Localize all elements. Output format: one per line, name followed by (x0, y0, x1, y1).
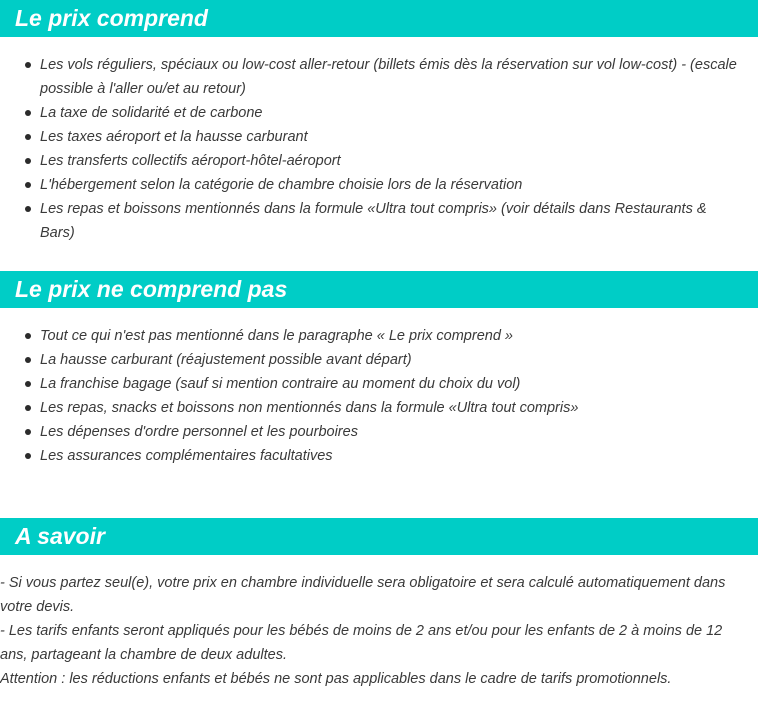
list-item: L'hébergement selon la catégorie de chambre choisie lors de la réservation (0, 173, 758, 197)
list-item: Les transferts collectifs aéroport-hôtel-aéroport (0, 149, 758, 173)
note-line: - Les tarifs enfants seront appliqués pour les bébés de moins de 2 ans et/ou pour les enfants de 2 à moins de 12 ans, partageant la chambre de deux adultes. (0, 623, 723, 663)
bullet-icon (25, 62, 31, 68)
bullet-icon (25, 158, 31, 164)
section-header (0, 271, 758, 308)
note-line: Attention : les réductions enfants et bébés ne sont pas applicables dans le cadre de tarifs promotionnels. (0, 671, 672, 687)
bullet-icon (25, 381, 31, 387)
list-item: La franchise bagage (sauf si mention contraire au moment du choix du vol) (0, 372, 758, 396)
list-item: Les repas et boissons mentionnés dans la formule «Ultra tout compris» (voir détails dans Restaurants & Bars) (0, 197, 758, 245)
list-item: Les dépenses d'ordre personnel et les pourboires (0, 420, 758, 444)
list-item: Tout ce qui n'est pas mentionné dans le paragraphe « Le prix comprend » (0, 324, 758, 348)
section-header (0, 0, 758, 37)
bullet-icon (25, 357, 31, 363)
list-item: La taxe de solidarité et de carbone (0, 101, 758, 125)
section-price-excludes (0, 271, 758, 468)
list-item: Les taxes aéroport et la hausse carburant (0, 125, 758, 149)
includes-list (0, 53, 758, 245)
note-line: - Si vous partez seul(e), votre prix en chambre individuelle sera obligatoire et sera calculé automatiquement dans votre devis. (0, 575, 726, 615)
section-good-to-know (0, 518, 758, 691)
list-item: Les repas, snacks et boissons non mentionnés dans la formule «Ultra tout compris» (0, 396, 758, 420)
excludes-list (0, 324, 758, 468)
bullet-icon (25, 333, 31, 339)
notes-block (0, 571, 758, 691)
list-item: Les vols réguliers, spéciaux ou low-cost aller-retour (billets émis dès la réservation sur vol low-cost) - (escale possible à l'aller ou/et au retour) (0, 53, 758, 101)
bullet-icon (25, 134, 31, 140)
section-title: Le prix ne comprend pas (15, 276, 288, 302)
bullet-icon (25, 206, 31, 212)
section-price-includes (0, 0, 758, 245)
bullet-icon (25, 110, 31, 116)
section-title: Le prix comprend (15, 5, 208, 31)
section-header (0, 518, 758, 555)
bullet-icon (25, 453, 31, 459)
section-title: A savoir (15, 523, 105, 549)
list-item: Les assurances complémentaires facultatives (0, 444, 758, 468)
bullet-icon (25, 405, 31, 411)
bullet-icon (25, 182, 31, 188)
list-item: La hausse carburant (réajustement possible avant départ) (0, 348, 758, 372)
bullet-icon (25, 429, 31, 435)
